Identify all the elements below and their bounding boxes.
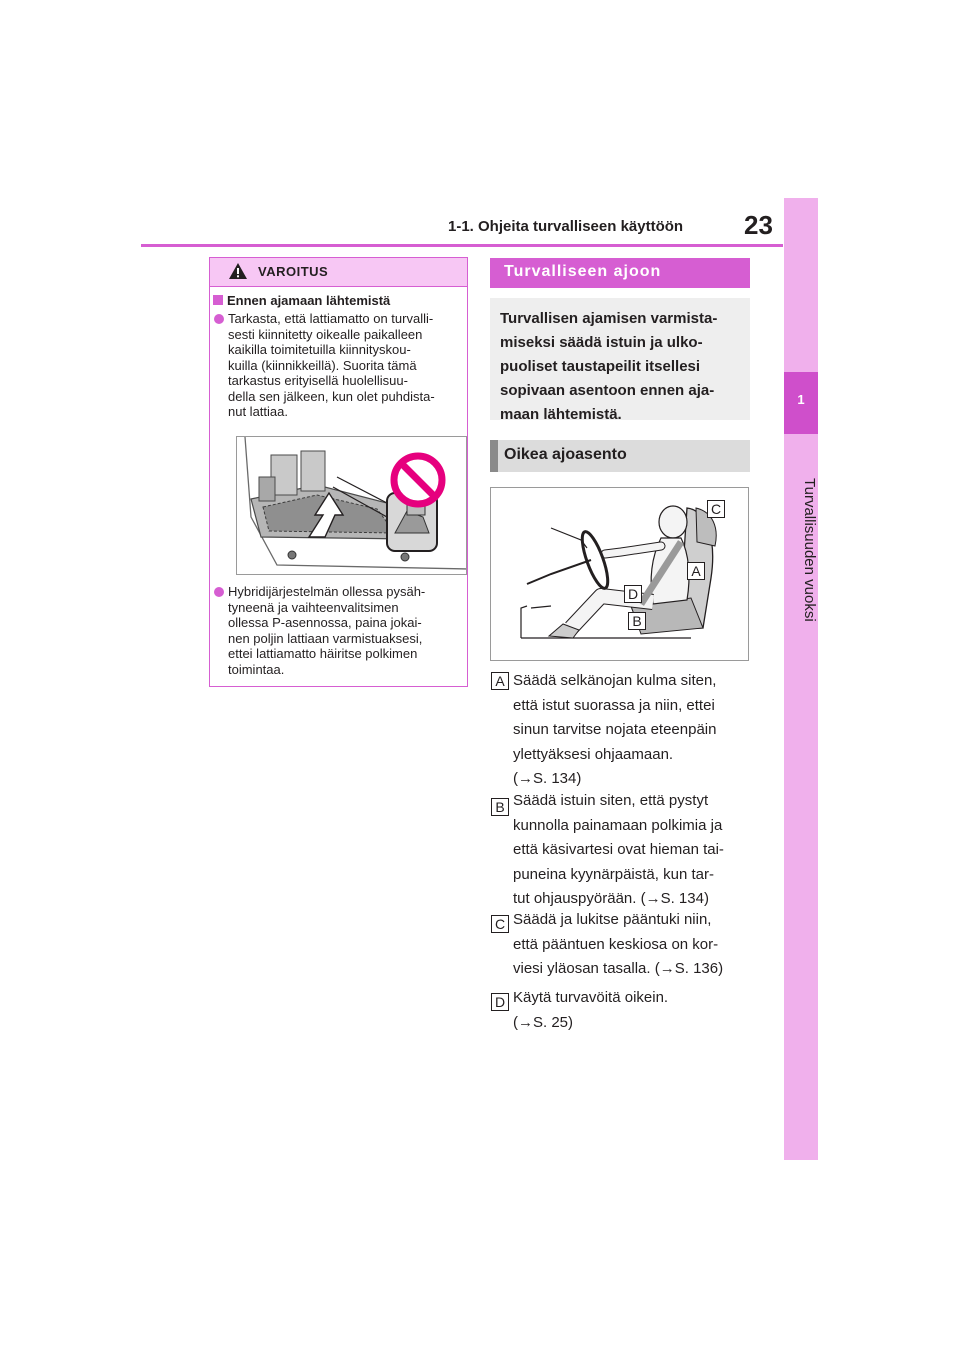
section-heading bbox=[490, 258, 750, 288]
chapter-number: 1 bbox=[797, 392, 805, 407]
warning-subheading bbox=[213, 293, 390, 308]
subheading-text: Oikea ajoasento bbox=[504, 446, 627, 463]
subheading bbox=[490, 440, 750, 472]
page-number: 23 bbox=[744, 210, 773, 240]
warning-title: VAROITUS bbox=[258, 264, 329, 279]
driving-position-illustration bbox=[490, 487, 749, 661]
intro-text: Turvallisen ajamisen varmista- miseksi säädä istuin ja ulko- puoliset taustapeilit itsellesi sopivaan asentoon ennen aja- maan lähtemistä. bbox=[500, 310, 718, 423]
warning-subheading-text: Ennen ajamaan lähtemistä bbox=[227, 293, 391, 308]
chapter-side-tab bbox=[784, 198, 818, 1160]
figure-label-a: A bbox=[687, 562, 705, 580]
warning-triangle-icon bbox=[228, 262, 248, 280]
figure-label-b: B bbox=[628, 612, 646, 630]
section-heading-text: Turvalliseen ajoon bbox=[504, 263, 662, 280]
floor-mat-illustration bbox=[236, 436, 467, 575]
item-text-d: Käytä turvavöitä oikein. (→S. 25) bbox=[513, 989, 669, 1031]
item-text-a: Säädä selkänojan kulma siten, että istut suorassa ja niin, ettei sinun tarvitse nojata eteenpäin ylettyäksesi ohjaamaan. (→S. 134) bbox=[513, 672, 717, 787]
warning-bullet-2: Hybridijärjestelmän ollessa pysäh- tyneenä ja vaihteenvalitsimen ollessa P-asennossa, paina jokai- nen poljin lattiaan varmistuaksesi, ettei lattiamatto häiritse polkimen toimintaa. bbox=[228, 584, 426, 677]
subheading-bar bbox=[490, 440, 498, 472]
item-letter-b: B bbox=[491, 798, 509, 816]
bullet-dot-icon bbox=[214, 587, 224, 597]
header-section-title: 1-1. Ohjeita turvalliseen käyttöön bbox=[448, 218, 684, 235]
header-rule bbox=[141, 244, 783, 247]
warning-header bbox=[210, 258, 467, 287]
figure-label-d: D bbox=[624, 585, 642, 603]
item-letter-d: D bbox=[491, 993, 509, 1011]
item-text-b: Säädä istuin siten, että pystyt kunnolla painamaan polkimia ja että käsivartesi ovat hieman tai- puneina kyynärpäistä, kun tar- tut ohjauspyörään. (→S. 134) bbox=[513, 792, 724, 907]
chapter-title-vertical: Turvallisuuden vuoksi bbox=[801, 478, 818, 622]
square-bullet-icon bbox=[213, 295, 223, 305]
item-text-c: Säädä ja lukitse pääntuki niin, että pääntuen keskiosa on kor- viesi yläosan tasalla. (→S. 136) bbox=[513, 911, 724, 977]
item-letter-c: C bbox=[491, 915, 509, 933]
item-letter-a: A bbox=[491, 672, 509, 690]
figure-label-c: C bbox=[707, 500, 725, 518]
warning-bullet-1: Tarkasta, että lattiamatto on turvalli- sesti kiinnitetty oikealle paikalleen kaikilla toimitetuilla kiinnityskou- kuilla (kiinnikkeillä). Suorita tämä tarkastus erityisellä huolellisuu- della sen jälkeen, kun olet puhdista- nut lattiaa. bbox=[228, 311, 435, 419]
bullet-dot-icon bbox=[214, 314, 224, 324]
